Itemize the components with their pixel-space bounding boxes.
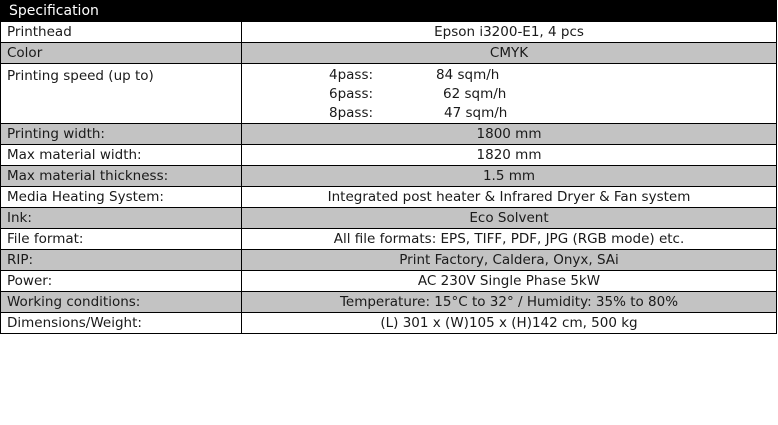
- spec-value: Eco Solvent: [242, 208, 777, 229]
- spec-label: Dimensions/Weight:: [1, 313, 242, 334]
- spec-value: Integrated post heater & Infrared Dryer & Fan system: [242, 187, 777, 208]
- spec-value: Epson i3200-E1, 4 pcs: [242, 22, 777, 43]
- table-row: [1, 187, 777, 208]
- table-header-row: [1, 1, 777, 22]
- table-row: [1, 250, 777, 271]
- pass-rate: 62 sqm/h: [443, 86, 507, 102]
- table-row: [1, 166, 777, 187]
- table-row: [1, 22, 777, 43]
- table-row: [1, 145, 777, 166]
- spec-value: Temperature: 15°C to 32° / Humidity: 35% to 80%: [242, 292, 777, 313]
- spec-value: 1800 mm: [242, 124, 777, 145]
- table-row: [1, 292, 777, 313]
- pass-rate: 47 sqm/h: [444, 105, 508, 121]
- pass-mode: 4pass:: [329, 67, 374, 83]
- spec-value: (L) 301 x (W)105 x (H)142 cm, 500 kg: [242, 313, 777, 334]
- spec-value: 1.5 mm: [242, 166, 777, 187]
- spec-value: All file formats: EPS, TIFF, PDF, JPG (RGB mode) etc.: [242, 229, 777, 250]
- spec-value: AC 230V Single Phase 5kW: [242, 271, 777, 292]
- spec-value: CMYK: [242, 43, 777, 64]
- table-row: [1, 208, 777, 229]
- spec-label-text: Printing speed (up to): [7, 68, 154, 84]
- table-row: [1, 229, 777, 250]
- spec-label: Max material width:: [1, 145, 242, 166]
- table-row: [1, 43, 777, 64]
- spec-label: File format:: [1, 229, 242, 250]
- spec-label: Power:: [1, 271, 242, 292]
- table-row: [1, 271, 777, 292]
- spec-label: Working conditions:: [1, 292, 242, 313]
- table-row: [1, 64, 777, 124]
- table-row: [1, 313, 777, 334]
- spec-label: Printing width:: [1, 124, 242, 145]
- spec-value: 1820 mm: [242, 145, 777, 166]
- pass-rate: 84 sqm/h: [436, 67, 500, 83]
- spec-value: Print Factory, Caldera, Onyx, SAi: [242, 250, 777, 271]
- spec-label: Printhead: [1, 22, 242, 43]
- spec-label: RIP:: [1, 250, 242, 271]
- spec-value: [242, 64, 777, 124]
- table-row: [1, 124, 777, 145]
- spec-label: Ink:: [1, 208, 242, 229]
- spec-label: [1, 64, 242, 124]
- pass-mode: 6pass:: [329, 86, 374, 102]
- spec-label: Color: [1, 43, 242, 64]
- spec-label: Max material thickness:: [1, 166, 242, 187]
- spec-label: Media Heating System:: [1, 187, 242, 208]
- speed-list: [248, 64, 770, 123]
- table-title: Specification: [1, 1, 777, 22]
- pass-mode: 8pass:: [329, 105, 374, 121]
